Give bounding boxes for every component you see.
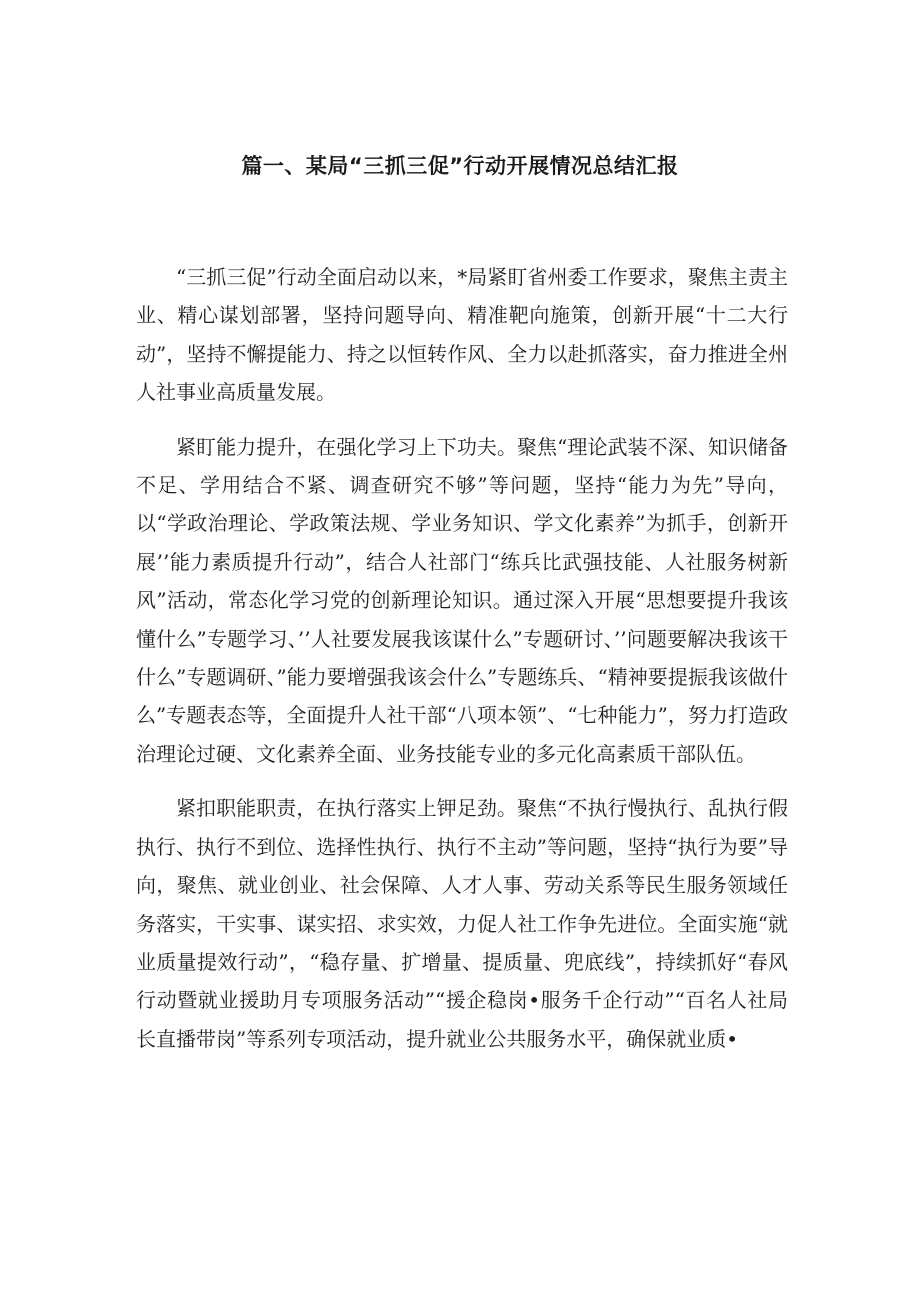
document-title: 篇一、某局“三抓三促”行动开展情况总结汇报 [241,154,679,178]
paragraph-ability: 紧盯能力提升，在强化学习上下功夫。聚焦“理论武装不深、知识储备不足、学用结合不紧、调查研究不够”等问题，坚持“能力为先”导向，以“学政治理论、学政策法规、学业务知识、学文化素养”为抓手，创新开展’’能力素质提升行动”，结合人社部门“练兵比武强技能、人社服务树新风”活动，常态化学习党的创新理论知识。通过深入开展“思想要提升我该懂什么”专题学习、’’人社要发展我该谋什么”专题研讨、’’问题要解决我该干什么”专题调研、”能力要增强我该会什么”专题练兵、“精神要提振我该做什么”专题表态等，全面提升人社干部“八项本领”、“七种能力”，努力打造政治理论过硬、文化素养全面、业务技能专业的多元化高素质干部队伍。 [136,434,788,766]
document-body [136,258,788,1074]
paragraph-duty: 紧扣职能职责，在执行落实上钾足劲。聚焦“不执行慢执行、乱执行假执行、执行不到位、选择性执行、执行不主动”等问题，坚持“执行为要”导向，聚焦、就业创业、社会保障、人才人事、劳动关系等民生服务领域任务落实，干实事、谋实招、求实效，力促人社工作争先进位。全面实施“就业质量提效行动”，“稳存量、扩增量、提质量、兜底线”，持续抓好“春风行动暨就业援助月专项服务活动”“援企稳岗•服务千企行动”“百名人社局长直播带岗”等系列专项活动，提升就业公共服务水平，确保就业质• [136,796,788,1051]
paragraph-intro: “三抓三促”行动全面启动以来，*局紧盯省州委工作要求，聚焦主责主业、精心谋划部署，坚持问题导向、精准靶向施策，创新开展“十二大行动”，坚持不懈提能力、持之以恒转作风、全力以赴抓落实，奋力推进全州人社事业高质量发展。 [136,265,788,405]
